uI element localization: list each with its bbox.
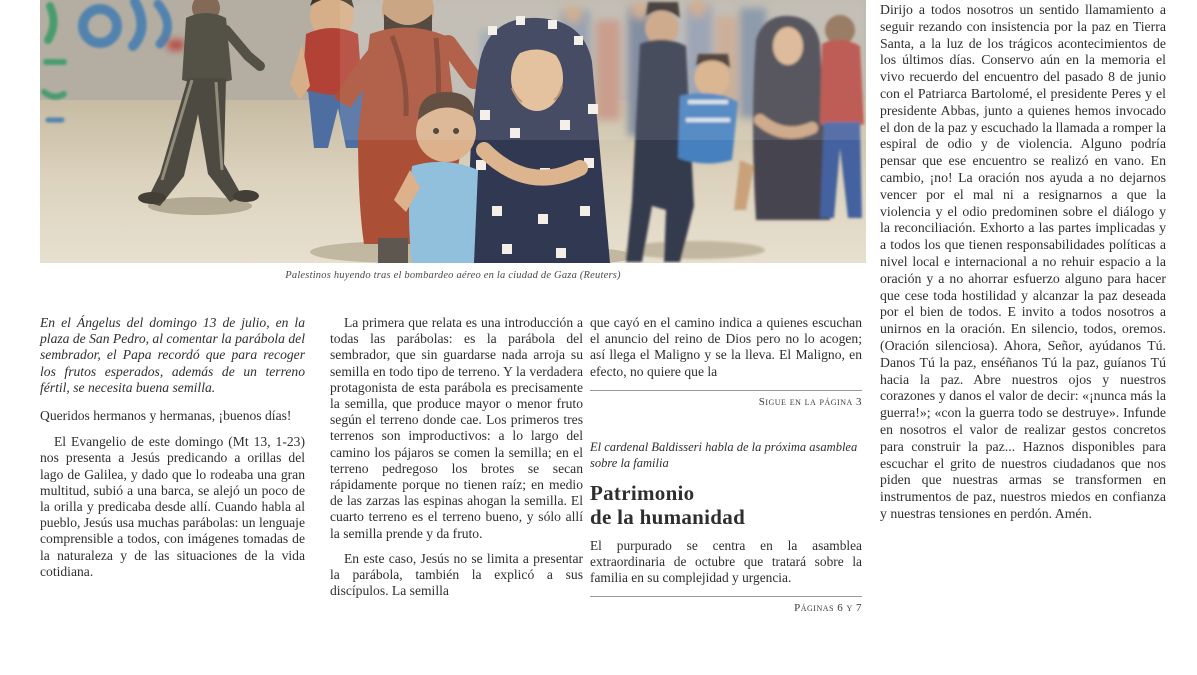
teaser-headline	[590, 481, 862, 529]
teaser-kicker: El cardenal Baldisseri habla de la próxima asamblea sobre la familia	[590, 440, 858, 470]
teaser-summary: El purpurado se centra en la asamblea extraordinaria de octubre que tratará sobre la familia en su complejidad y urgencia.	[590, 538, 862, 586]
angelus-paragraph-3: En este caso, Jesús no se limita a presentar la parábola, también la explicó a sus discípulos. La semilla	[330, 550, 583, 599]
angelus-intro: En el Ángelus del domingo 13 de julio, en la plaza de San Pedro, al comentar la parábola del sembrador, el Papa recordó que para recoger los frutos esperados, además de un terreno fértil, se necesita buena semilla.	[40, 315, 305, 395]
angelus-continuation: que cayó en el camino indica a quienes escuchan el anuncio del reino de Dios pero no lo acogen; así llega el Maligno y se la lleva. El Maligno, en efecto, no quiere que la	[590, 315, 862, 379]
article-column-2	[330, 315, 583, 599]
continue-on-page-note: Sigue en la página 3	[758, 395, 862, 408]
divider-rule	[590, 390, 862, 391]
pages-note: Páginas 6 y 7	[794, 602, 862, 615]
photo-illustration	[40, 0, 866, 263]
appeal-text: Dirijo a todos nosotros un sentido llamamiento a seguir rezando con insistencia por la paz en Tierra Santa, a la luz de los trágicos acontecimientos de los últimos días. Conservo aún en la memoria el vivo recuerdo del encuentro del pasado 8 de junio con el Patriarca Bartolomé, el presidente Peres y el presidente Abbas, junto a quienes hemos invocado el don de la paz y escuchado la llamada a romper la espiral de odio y de violencia. Alguno podría pensar que ese encuentro se realizó en vano. En cambio, ¡no! La oración nos ayuda a no dejarnos vencer por el mal ni a resignarnos a que la violencia y el odio predominen sobre el diálogo y la reconciliación. Exhorto a las partes implicadas y a todos los que tienen responsabilidades políticas a nivel local e internacional a no rehuir espacio a la oración y a no ahorrar esfuerzo alguno para hacer que cese toda hostilidad y alcanzar la paz deseada por el bien de todos. E invito a todos nosotros a unirnos en la oración. En silencio, todos, oremos. (Oración silenciosa). Ahora, Señor, ayúdanos Tú. Danos Tú la paz, enséñanos Tú la paz, guíanos Tú hacia la paz. Abre nuestros ojos y nuestros corazones y danos el valor de decir: «¡nunca más la guerra!»; «con la guerra todo se destruye». Infunde en nosotros el valor de realizar gestos concretos para construir la paz... Haznos disponibles para escuchar el grito de nuestros ciudadanos que nos piden que nuestras armas se transformen en instrumentos de paz, nuestros miedos en confianza y nuestras tensiones en perdón. Amén.	[880, 2, 1166, 521]
photo-palestinians-fleeing-gaza	[40, 0, 866, 263]
angelus-paragraph-2: La primera que relata es una introducción a todas las parábolas: es la parábola del sembrador, que sin guardarse nada arroja su semilla en todo tipo de terreno. Y la verdadera protagonista de esta parábola es precisamente la semilla, que produce mayor o menor fruto según el terreno donde cae. Los primeros tres terrenos son improductivos: a lo largo del camino los pájaros se comen la semilla; en el terreno pedregoso los brotes se secan rápidamente porque no tienen raíz; en medio de las zarzas las espinas ahogan la semilla. El cuarto terreno es el terreno bueno, y sólo allí la semilla prende y da fruto.	[330, 315, 583, 541]
photo-tint	[40, 0, 866, 263]
divider-rule	[590, 596, 862, 597]
article-column-1	[40, 315, 305, 580]
photo-caption: Palestinos huyendo tras el bombardeo aéreo en la ciudad de Gaza (Reuters)	[285, 270, 621, 281]
appeal-column	[880, 2, 1166, 666]
teaser-headline-line2: de la humanidad	[590, 505, 746, 530]
angelus-paragraph-1: El Evangelio de este domingo (Mt 13, 1-23) nos presenta a Jesús predicando a orillas del lago de Galilea, y dado que lo rodeaba una gran multitud, subió a una barca, se alejó un poco de la orilla y predicaba desde allí. Cuando habla al pueblo, Jesús usa muchas parábolas: un lenguaje comprensible a todos, con imágenes tomadas de la naturaleza y de las situaciones de la vida cotidiana.	[40, 434, 305, 579]
article-column-3	[590, 315, 862, 616]
teaser-headline-line1: Patrimonio	[590, 481, 695, 506]
angelus-greeting: Queridos hermanos y hermanas, ¡buenos días!	[40, 408, 292, 424]
